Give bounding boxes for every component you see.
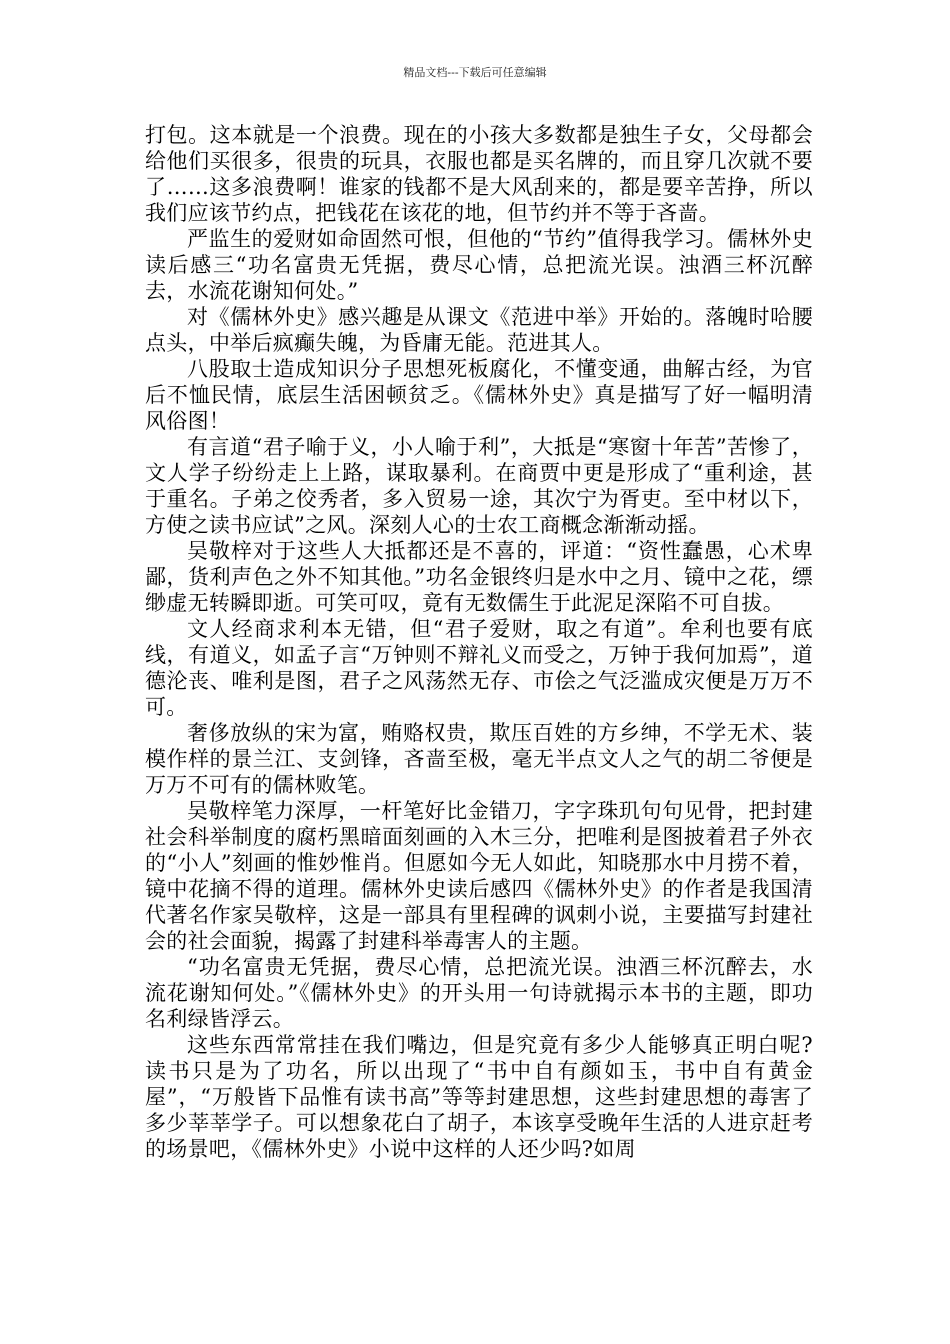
paragraph: 文人经商求利本无错，但“君子爱财，取之有道”。牟利也要有底线，有道义，如孟子言“万钟则不辩礼义而受之，万钟于我何加焉”，道德沦丧、唯利是图，君子之风荡然无存、市侩之气泛滥成灾便是万万不可。 [145, 617, 813, 719]
paragraph: 这些东西常常挂在我们嘴边，但是究竟有多少人能够真正明白呢?读书只是为了功名，所以出现了“书中自有颜如玉，书中自有黄金屋”，“万般皆下品惟有读书高”等等封建思想，这些封建思想的毒害了多少莘莘学子。可以想象花白了胡子，本该享受晚年生活的人进京赶考的场景吧，《儒林外史》小说中这样的人还少吗?如周 [145, 1033, 813, 1161]
paragraph: 打包。这本就是一个浪费。现在的小孩大多数都是独生子女，父母都会给他们买很多，很贵的玩具，衣服也都是买名牌的，而且穿几次就不要了……这多浪费啊！谁家的钱都不是大风刮来的，都是要辛苦挣，所以我们应该节约点，把钱花在该花的地，但节约并不等于吝啬。 [145, 123, 813, 225]
document-body [145, 122, 813, 1162]
paragraph: 八股取士造成知识分子思想死板腐化，不懂变通，曲解古经，为官后不恤民情，底层生活困顿贫乏。《儒林外史》真是描写了好一幅明清风俗图！ [145, 357, 813, 433]
paragraph: “功名富贵无凭据，费尽心情，总把流光误。浊酒三杯沉醉去，水流花谢知何处。”《儒林外史》的开头用一句诗就揭示本书的主题，即功名利绿皆浮云。 [145, 955, 813, 1031]
paragraph: 吴敬梓笔力深厚，一杆笔好比金错刀，字字珠玑句句见骨，把封建社会科举制度的腐朽黑暗面刻画的入木三分，把唯利是图披着君子外衣的“小人”刻画的惟妙惟肖。但愿如今无人如此，知晓那水中月捞不着，镜中花摘不得的道理。儒林外史读后感四《儒林外史》的作者是我国清代著名作家吴敬梓，这是一部具有里程碑的讽刺小说，主要描写封建社会的社会面貌，揭露了封建科举毒害人的主题。 [145, 799, 813, 953]
paragraph: 有言道“君子喻于义，小人喻于利”，大抵是“寒窗十年苦”苦惨了，文人学子纷纷走上上路，谋取暴利。在商贾中更是形成了“重利途，甚于重名。子弟之佼秀者，多入贸易一途，其次宁为胥吏。至中材以下，方使之读书应试”之风。深刻人心的士农工商概念渐渐动摇。 [145, 435, 813, 537]
page-header: 精品文档---下载后可任意编辑 [403, 66, 547, 79]
paragraph: 奢侈放纵的宋为富，贿赂权贵，欺压百姓的方乡绅，不学无术、装模作样的景兰江、支剑锋，吝啬至极，毫无半点文人之气的胡二爷便是万万不可有的儒林败笔。 [145, 721, 813, 797]
paragraph: 严监生的爱财如命固然可恨，但他的“节约”值得我学习。儒林外史读后感三“功名富贵无凭据，费尽心情，总把流光误。浊酒三杯沉醉去，水流花谢知何处。” [145, 227, 813, 303]
paragraph: 吴敬梓对于这些人大抵都还是不喜的，评道：“资性蠢愚，心术卑鄙，货利声色之外不知其他。”功名金银终归是水中之月、镜中之花，缥缈虚无转瞬即逝。可笑可叹，竟有无数儒生于此泥足深陷不可自拔。 [145, 539, 813, 615]
paragraph: 对《儒林外史》感兴趣是从课文《范进中举》开始的。落魄时哈腰点头，中举后疯癫失魄，为昏庸无能。范进其人。 [145, 305, 813, 355]
